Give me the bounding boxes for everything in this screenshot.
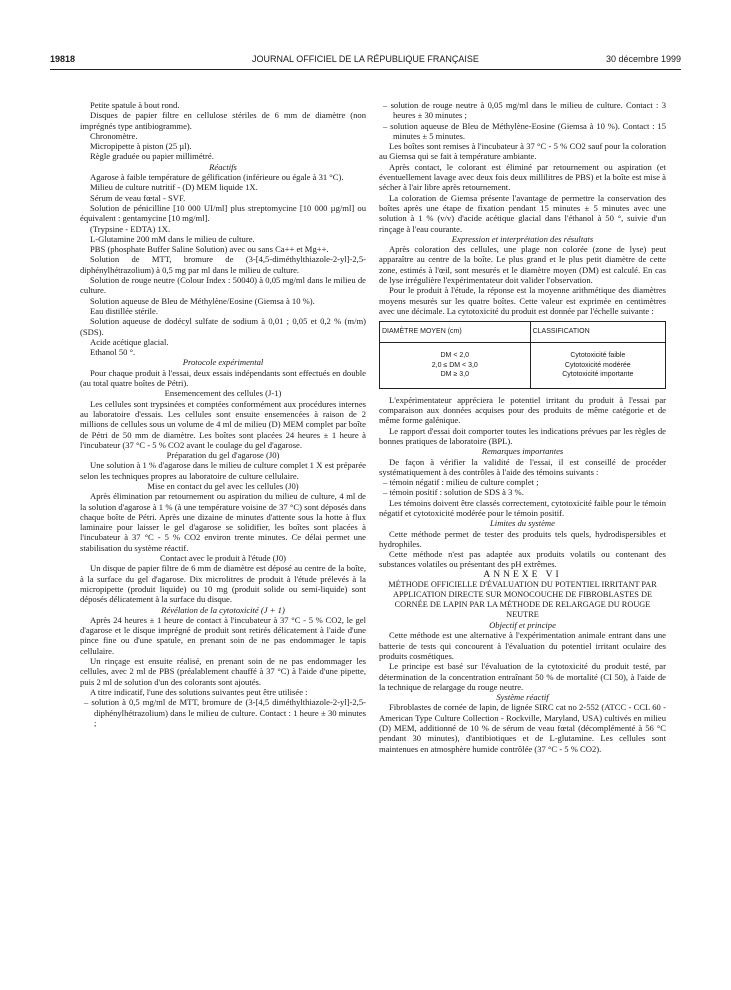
subheading-contact-produit: Contact avec le produit à l'étude (J0) xyxy=(159,553,287,564)
table-cell: Cytotoxicité modérée xyxy=(530,361,665,371)
reagent-item: L-Glutamine 200 mM dans le milieu de culture. xyxy=(90,233,255,244)
material-item: Petite spatule à bout rond. xyxy=(90,100,180,110)
table-header-classification: CLASSIFICATION xyxy=(530,322,665,343)
paragraph: L'expérimentateur appréciera le potentiel irritant du produit à l'essai par comparaison aux données acquises pour des produits de même catégorie et de même forme galénique. xyxy=(379,394,666,426)
section-heading-revelation: Révélation de la cytotoxicité (J + 1) xyxy=(161,604,285,615)
section-heading-reactifs: Réactifs xyxy=(209,161,237,172)
reagent-item: Eau distillée stérile. xyxy=(90,305,159,316)
reagent-item: Sérum de veau fœtal - SVF. xyxy=(90,192,186,203)
paragraph: Cette méthode n'est pas adaptée aux produits volatils ou contenant des substances volatiles ou présentant des pH extrêmes. xyxy=(379,549,666,570)
reagent-item: PBS (phosphate Buffer Saline Solution) avec ou sans Ca++ et Mg++. xyxy=(90,244,329,255)
preparation-paragraph: Une solution à 1 % d'agarose dans le milieu de culture complet 1 X est préparée selon les techniques propres au laboratoire de culture cellulaire. xyxy=(80,460,366,481)
list-item: – solution de rouge neutre à 0,05 mg/ml dans le milieu de culture. Contact : 3 heures ± 30 minutes ; xyxy=(383,100,666,121)
table-header-diametre: DIAMÈTRE MOYEN (cm) xyxy=(380,322,531,343)
paragraph: Les boîtes sont remises à l'incubateur à 37 °C - 5 % CO2 sauf pour la coloration au Giemsa qui se fait à température ambiante. xyxy=(379,141,666,162)
table-row xyxy=(380,343,666,361)
reagent-item: Solution aqueuse de Bleu de Méthylène/Eosine (Giemsa à 10 %). xyxy=(90,295,315,306)
material-item: Disques de papier filtre en cellulose stériles de 6 mm de diamètre (non imprégnés type antibiogramme). xyxy=(80,110,366,131)
running-header xyxy=(50,54,681,68)
list-item: – témoin négatif : milieu de culture complet ; xyxy=(383,477,539,488)
list-item: – solution à 0,5 mg/ml de MTT, bromure de (3-[4,5 diméthylthiazole-2-yl]-2,5-diphénylhétrazolium) dans le milieu de culture. Contact : 1 heure ± 30 minutes ; xyxy=(84,697,366,728)
section-heading-objectif: Objectif et principe xyxy=(489,620,556,631)
table-cell: 2,0 ≤ DM < 3,0 xyxy=(380,361,531,371)
material-item: Chronomètre. xyxy=(90,130,138,141)
table-row xyxy=(380,361,666,371)
paragraph: Cette méthode est une alternative à l'expérimentation animale entrant dans une batterie de tests qui concourent à l'évaluation du potentiel irritant oculaire des produits cosmétiques. xyxy=(379,630,666,661)
annex-title: ANNEXE VI xyxy=(483,569,562,580)
material-item: Règle graduée ou papier millimétré. xyxy=(90,151,214,162)
table-cell: DM ≥ 3,0 xyxy=(380,370,531,388)
page-number: 19818 xyxy=(50,54,76,64)
reagent-item: Solution de pénicilline [10 000 UI/ml] plus streptomycine [10 000 µg/ml] ou équivalent : gentamycine [10 mg/ml]. xyxy=(80,202,366,224)
subheading-contact-gel: Mise en contact du gel avec les cellules (J0) xyxy=(147,480,299,491)
table-cell: DM < 2,0 xyxy=(380,343,531,361)
paragraph: Fibroblastes de cornée de lapin, de lignée SIRC cat no 2-552 (ATCC - CCL 60 - American Type Culture Collection - Rockville, Maryland, USA) cultivés en milieu (D) MEM, additionné de 10 % de sérum de veau fœtal (décomplémenté à 56 °C pendant 30 minutes), d'antibiotiques et de L-glutamine. Les cellules sont maintenues en atmosphère humide contrôlée (37 °C - 5 % CO2). xyxy=(379,702,666,754)
reagent-item: (Trypsine - EDTA) 1X. xyxy=(90,223,171,234)
reagent-item: Solution de MTT, bromure de (3-[4,5-diméthylthiazole-2-yl]-2,5-diphénylhétrazolium) à 0,5 mg par ml dans le milieu de culture. xyxy=(80,254,366,275)
reagent-item: Solution de rouge neutre (Colour Index : 50040) à 0,05 mg/ml dans le milieu de culture. xyxy=(80,275,366,296)
revelation-paragraph: Après 24 heures ± 1 heure de contact à l'incubateur à 37 °C - 5 % CO2, le gel d'agarose et le disque imprégné de produit sont retirés délicatement à l'aide d'une pince fine ou d'une spatule, en prenant soin de ne pas endommager le tapis cellulaire. xyxy=(80,614,366,656)
subheading-ensemencement: Ensemencement des cellules (J-1) xyxy=(164,388,282,399)
revelation-paragraph: A titre indicatif, l'une des solutions suivantes peut être utilisée : xyxy=(90,686,308,697)
section-heading-limites: Limites du système xyxy=(490,518,555,529)
classification-table xyxy=(379,321,666,389)
header-rule xyxy=(50,69,681,70)
list-item: – témoin positif : solution de SDS à 3 %. xyxy=(383,487,524,498)
paragraph: Après coloration des cellules, une plage non colorée (zone de lyse) peut apparaître au centre de la boîte. Le plus grand et le plus petit diamètre de cette zone, estimés à l'œil, sont mesurés et le diamètre moyen (DM) est calculé. En cas de lyse irrégulière l'expérimentateur doit valider l'observation. xyxy=(379,244,666,286)
ensemencement-paragraph: Les cellules sont trypsinées et comptées conformément aux procédures internes au laboratoire d'essais. Les cellules sont ensuite ensemencées à raison de 2 millions de cellules sous un volume de 4 ml de milieu (D) MEM complet par boîte de Pétri de 50 mm de diamètre. Les boîtes sont placées 24 heures ± 1 heure à l'incubateur (37 °C - 5 % CO2 avant le coulage du gel d'agarose. xyxy=(80,398,366,450)
reagent-item: Solution aqueuse de dodécyl sulfate de sodium à 0,01 ; 0,05 et 0,2 % (m/m) (SDS). xyxy=(80,316,366,337)
right-column xyxy=(379,100,666,754)
reagent-item: Acide acétique glacial. xyxy=(90,336,169,347)
journal-title: JOURNAL OFFICIEL DE LA RÉPUBLIQUE FRANÇAISE xyxy=(252,54,479,64)
subheading-preparation: Préparation du gel d'agarose (J0) xyxy=(166,450,280,461)
reagent-item: Agarose à faible température de gélification (inférieure ou égale à 31 °C). xyxy=(90,172,344,183)
paragraph: Cette méthode permet de tester des produits tels quels, hydrodispersibles et hydrophiles. xyxy=(379,528,666,549)
list-item: – solution aqueuse de Bleu de Méthylène-Eosine (Giemsa à 10 %). Contact : 15 minutes ± 5 minutes. xyxy=(383,120,666,141)
paragraph: Après contact, le colorant est éliminé par retournement ou aspiration (et éventuellement lavage avec deux fois deux millilitres de PBS) et la boîte est mise à sécher à l'air libre après retournement. xyxy=(379,161,666,193)
reagent-item: Ethanol 50 °. xyxy=(90,347,136,358)
section-heading-remarques: Remarques importantes xyxy=(481,446,564,457)
paragraph: De façon à vérifier la validité de l'essai, il est conseillé de procéder systématiquement à des contrôles à l'aide des témoins suivants : xyxy=(379,456,666,477)
paragraph: Pour le produit à l'étude, la réponse est la moyenne arithmétique des diamètres moyens mesurés sur les quatre boîtes. Cette valeur est exprimée en centimètres avec une décimale. La cytotoxicité du produit est donnée par l'échelle suivante : xyxy=(379,285,666,316)
paragraph: La coloration de Giemsa présente l'avantage de permettre la conservation des boîtes après une étape de fixation pendant 15 minutes ± 5 minutes avec une solution à 1 % (v/v) d'acide acétique glacial dans l'éthanol à 50 °, suivie d'un rinçage à l'eau courante. xyxy=(379,192,666,234)
section-heading-systeme: Système réactif xyxy=(496,692,549,703)
material-item: Micropipette à piston (25 µl). xyxy=(90,141,192,152)
table-cell: Cytotoxicité importante xyxy=(530,370,665,388)
revelation-paragraph: Un rinçage est ensuite réalisé, en prenant soin de ne pas endommager les cellules, avec 2 ml de PBS (préalablement chauffé à 37 °C) à l'aide d'une pipette, puis 2 ml de solution d'un des colorants sont ajoutés. xyxy=(80,656,366,687)
protocole-paragraph: Pour chaque produit à l'essai, deux essais indépendants sont effectués en double (au total quatre boîtes de Pétri). xyxy=(80,367,366,389)
issue-date: 30 décembre 1999 xyxy=(605,54,681,64)
left-column xyxy=(80,100,366,728)
section-heading-expression: Expression et interprétation des résultats xyxy=(451,233,594,244)
contact-produit-paragraph: Un disque de papier filtre de 6 mm de diamètre est déposé au centre de la boîte, à la surface du gel d'agarose. Dix microlitres de produit à l'étude prélevés à la micropipette (produit liquide) ou 10 mg (produit solide ou semi-liquide) sont déposés délicatement à la surface du disque. xyxy=(80,563,366,605)
contact-gel-paragraph: Après élimination par retournement ou aspiration du milieu de culture, 4 ml de la solution d'agarose à 1 % (à une température voisine de 37 °C) sont déposés dans chaque boîte de Pétri. Après une dizaine de minutes d'attente sous la hotte à flux laminaire pour laisser le gel d'agarose se solidifier, les boîtes sont placées à l'incubateur à 37 °C - 5 % CO2 environ trente minutes. Ce délai permet une stabilisation du système réactif. xyxy=(80,491,366,553)
table-cell: Cytotoxicité faible xyxy=(530,343,665,361)
paragraph: Le principe est basé sur l'évaluation de la cytotoxicité du produit testé, par détermination de la concentration entraînant 50 % de mortalité (CI 50), à l'aide de la technique de relargage du rouge neutre. xyxy=(379,661,666,692)
reagent-item: Milieu de culture nutritif - (D) MEM liquide 1X. xyxy=(90,182,258,193)
table-row xyxy=(380,370,666,388)
section-heading-protocole: Protocole expérimental xyxy=(182,357,264,368)
annex-heading: MÉTHODE OFFICIELLE D'ÉVALUATION DU POTENTIEL IRRITANT PAR APPLICATION DIRECTE SUR MONOCOUCHE DE FIBROBLASTES DE CORNÉE DE LAPIN PAR LA MÉTHODE DE RELARGAGE DU ROUGE NEUTRE xyxy=(388,580,657,620)
paragraph: Les témoins doivent être classés correctement, cytotoxicité faible pour le témoin négatif et cytotoxicité modérée pour le témoin positif. xyxy=(379,497,666,518)
paragraph: Le rapport d'essai doit comporter toutes les indications prévues par les règles de bonnes pratiques de laboratoire (BPL). xyxy=(379,425,666,446)
